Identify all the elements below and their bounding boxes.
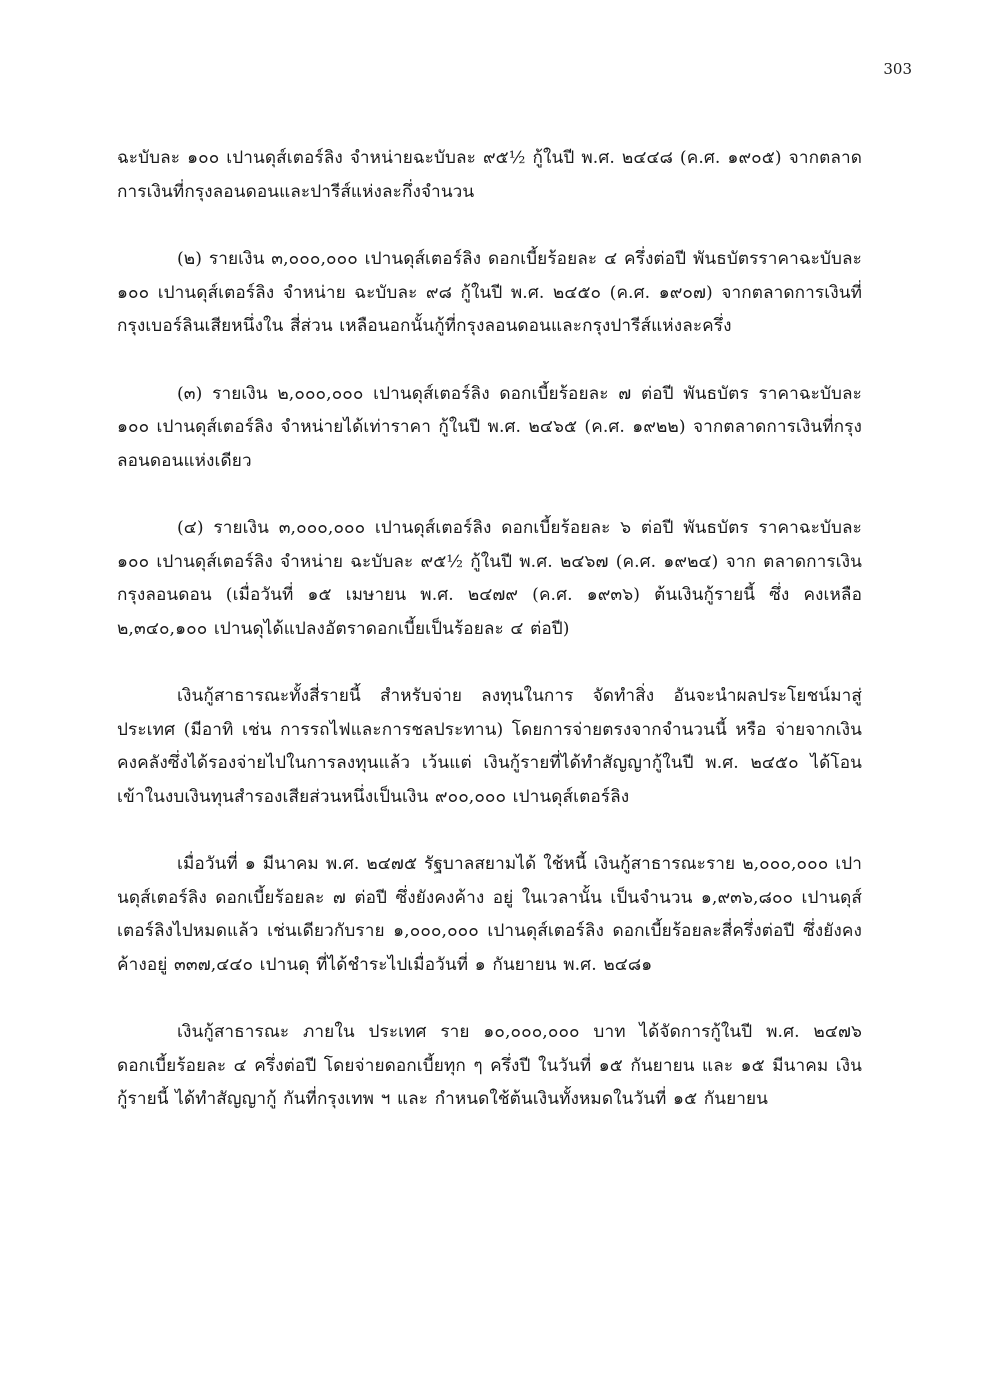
document-body [117,142,862,1151]
page-number: 303 [883,60,912,78]
paragraph-loan-3: (๓) รายเงิน ๒,๐๐๐,๐๐๐ เปานดุส์เตอร์ลิง ดอกเบี้ยร้อยละ ๗ ต่อปี พันธบัตร ราคาฉะบับละ ๑๐๐ เปานดุส์เตอร์ลิง จำหน่ายได้เท่าราคา กู้ในปี พ.ศ. ๒๔๖๕ (ค.ศ. ๑๙๒๒) จากตลาดการเงินที่กรุงลอนดอนแห่งเดียว [117,383,862,471]
paragraph-loan-2: (๒) รายเงิน ๓,๐๐๐,๐๐๐ เปานดุส์เตอร์ลิง ดอกเบี้ยร้อยละ ๔ ครึ่งต่อปี พันธบัตรราคาฉะบับละ ๑๐๐ เปานดุส์เตอร์ลิง จำหน่าย ฉะบับละ ๙๘ กู้ในปี พ.ศ. ๒๔๕๐ (ค.ศ. ๑๙๐๗) จากตลาดการเงินที่กรุงเบอร์ลินเสียหนึ่งใน สี่ส่วน เหลือนอกนั้นกู้ที่กรุงลอนดอนและกรุงปารีส์แห่งละครึ่ง [117,249,862,336]
paragraph-domestic-loan: เงินกู้สาธารณะ ภายใน ประเทศ ราย ๑๐,๐๐๐,๐๐๐ บาท ได้จัดการกู้ในปี พ.ศ. ๒๔๗๖ ดอกเบี้ยร้อยละ ๔ ครึ่งต่อปี โดยจ่ายดอกเบี้ยทุก ๆ ครึ่งปี ในวันที่ ๑๕ กันยายน และ ๑๕ มีนาคม เงินกู้รายนี้ ได้ทำสัญญากู้ กันที่กรุงเทพ ฯ และ กำหนดใช้ต้นเงินทั้งหมดในวันที่ ๑๕ กันยายน [117,1022,862,1109]
paragraph-loan-1-continued: ฉะบับละ ๑๐๐ เปานดุส์เตอร์ลิง จำหน่ายฉะบับละ ๙๕½ กู้ในปี พ.ศ. ๒๔๔๘ (ค.ศ. ๑๙๐๕) จากตลาดการเงินที่กรุงลอนดอนและปารีส์แห่งละกึ่งจำนวน [117,148,862,202]
paragraph-repayment: เมื่อวันที่ ๑ มีนาคม พ.ศ. ๒๔๗๕ รัฐบาลสยามได้ ใช้หนี้ เงินกู้สาธารณะราย ๒,๐๐๐,๐๐๐ เปานดุส์เตอร์ลิง ดอกเบี้ยร้อยละ ๗ ต่อปี ซึ่งยังคงค้าง อยู่ ในเวลานั้น เป็นจำนวน ๑,๙๓๖,๘๐๐ เปานดุส์เตอร์ลิงไปหมดแล้ว เช่นเดียวกับราย ๑,๐๐๐,๐๐๐ เปานดุส์เตอร์ลิง ดอกเบี้ยร้อยละสี่ครึ่งต่อปี ซึ่งยังคงค้างอยู่ ๓๓๗,๔๔๐ เปานดุ ที่ได้ชำระไปเมื่อวันที่ ๑ กันยายน พ.ศ. ๒๔๘๑ [117,854,862,975]
paragraph-loan-usage: เงินกู้สาธารณะทั้งสี่รายนี้ สำหรับจ่าย ลงทุนในการ จัดทำสิ่ง อันจะนำผลประโยชน์มาสู่ประเทศ (มีอาทิ เช่น การรถไฟและการชลประทาน) โดยการจ่ายตรงจากจำนวนนี้ หรือ จ่ายจากเงินคงคลังซึ่งได้รองจ่ายไปในการลงทุนแล้ว เว้นแต่ เงินกู้รายที่ได้ทำสัญญากู้ในปี พ.ศ. ๒๔๕๐ ได้โอนเข้าในงบเงินทุนสำรองเสียส่วนหนึ่งเป็นเงิน ๙๐๐,๐๐๐ เปานดุส์เตอร์ลิง [117,686,862,807]
paragraph-loan-4: (๔) รายเงิน ๓,๐๐๐,๐๐๐ เปานดุส์เตอร์ลิง ดอกเบี้ยร้อยละ ๖ ต่อปี พันธบัตร ราคาฉะบับละ ๑๐๐ เปานดุส์เตอร์ลิง จำหน่าย ฉะบับละ ๙๕½ กู้ในปี พ.ศ. ๒๔๖๗ (ค.ศ. ๑๙๒๔) จาก ตลาดการเงิน กรุงลอนดอน (เมื่อวันที่ ๑๕ เมษายน พ.ศ. ๒๔๗๙ (ค.ศ. ๑๙๓๖) ต้นเงินกู้รายนี้ ซึ่ง คงเหลือ ๒,๓๔๐,๑๐๐ เปานดุได้แปลงอัตราดอกเบี้ยเป็นร้อยละ ๔ ต่อปี) [117,518,862,639]
